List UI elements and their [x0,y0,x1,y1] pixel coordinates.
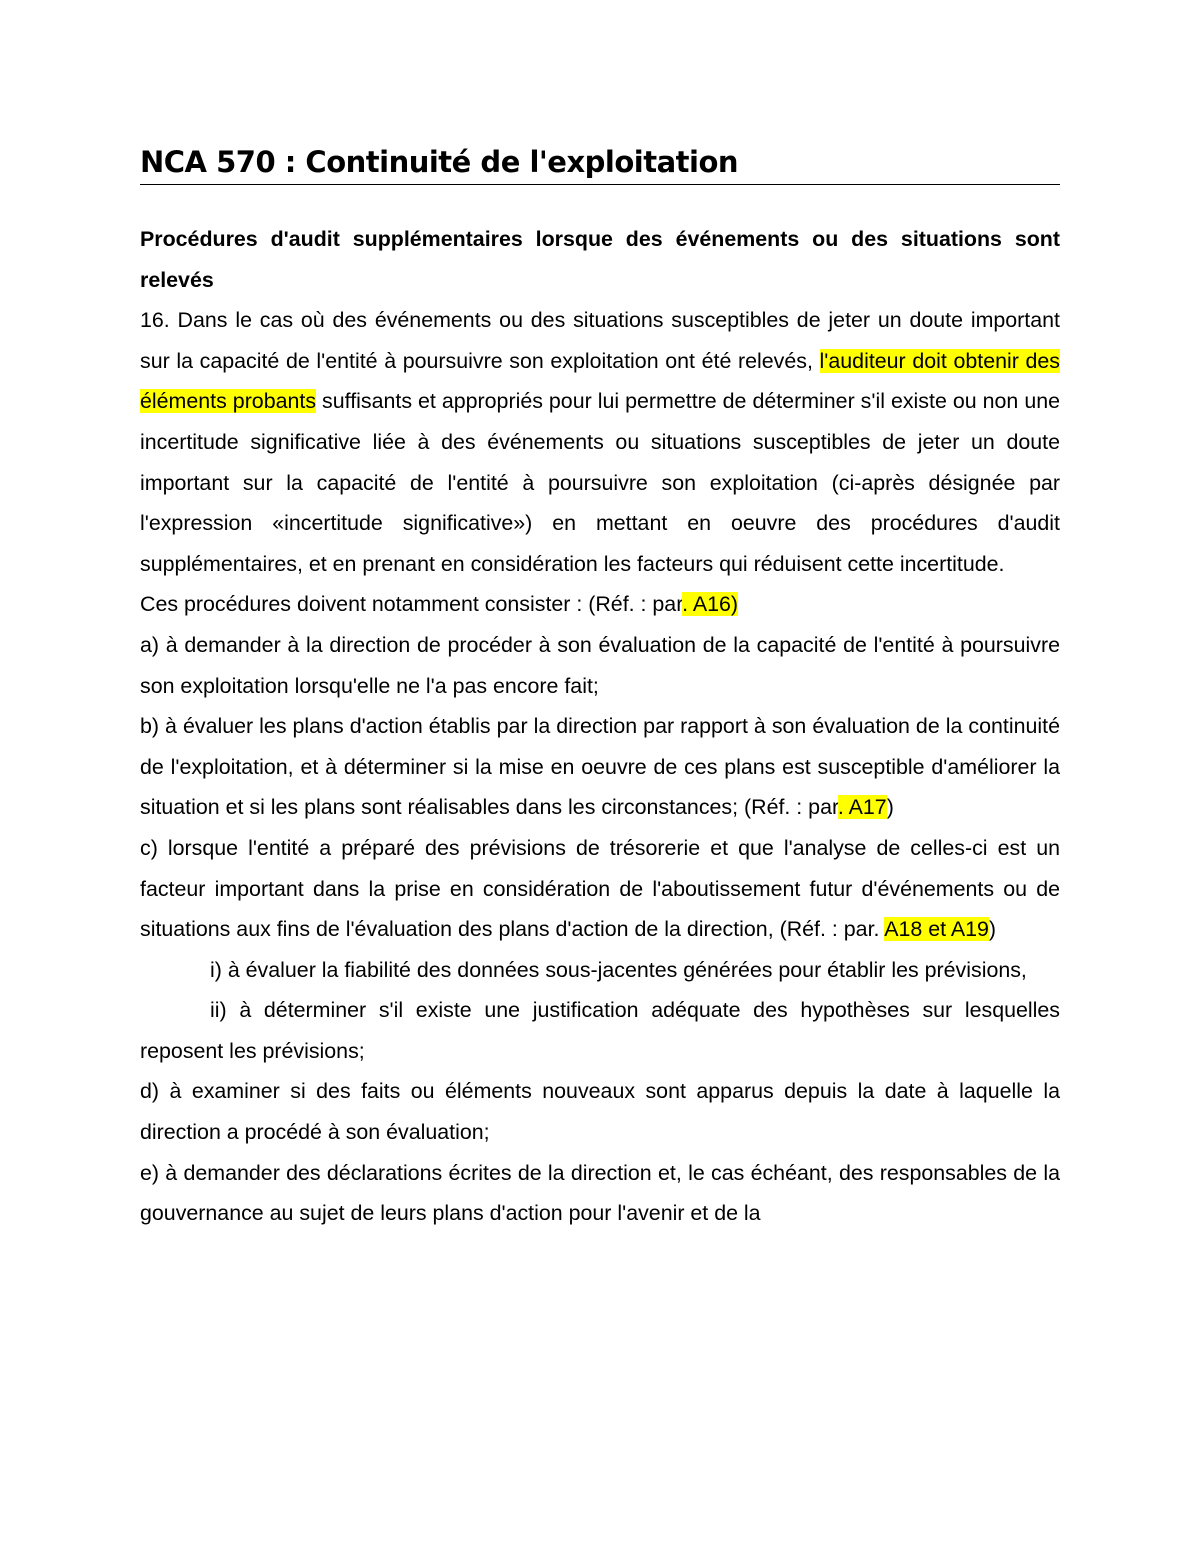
document-body [140,219,1060,1234]
highlighted-text: l'auditeur doit obtenir des éléments probants [140,348,1060,414]
paragraph-16-text-before: 16. Dans le cas où des événements ou des situations susceptibles de jeter un doute important sur la capacité de l'entité à poursuivre son exploitation ont été relevés, [140,308,1060,373]
list-item-a: a) à demander à la direction de procéder à son évaluation de la capacité de l'entité à poursuivre son exploitation lorsqu'elle ne l'a pas encore fait; [140,632,1060,698]
highlighted-reference: . A16) [682,592,739,617]
list-item-c-text: c) lorsque l'entité a préparé des prévisions de trésorerie et que l'analyse de celles-ci est un facteur important dans la prise en considération de l'aboutissement futur d'événements ou de situations aux fins de l'évaluation des plans d'action de la direction, (Réf. : par. [140,835,1060,942]
list-item-c-i: i) à évaluer la fiabilité des données sous-jacentes générées pour établir les prévisions, [210,957,1027,982]
list-item-c-ii: ii) à déterminer s'il existe une justification adéquate des hypothèses sur lesquelles reposent les prévisions; [140,998,1060,1063]
procedures-intro [140,584,1060,625]
list-item-b-text-after: ) [886,795,894,820]
list-item-c-text-after: ) [988,917,997,942]
list-item-e: e) à demander des déclarations écrites de la direction et, le cas échéant, des responsables de la gouvernance au sujet de leurs plans d'action pour l'avenir et de la [140,1160,1060,1226]
list-item-b-text: b) à évaluer les plans d'action établis par la direction par rapport à son évaluation de la continuité de l'exploitation, et à déterminer si la mise en oeuvre de ces plans est susceptible d'améliorer la situation et si les plans sont réalisables dans les circonstances; (Réf. : par [140,714,1060,820]
highlighted-reference: A18 et A19 [884,917,989,942]
list-item-c [140,828,1060,950]
highlighted-reference: . A17 [837,795,887,820]
section-subheading: Procédures d'audit supplémentaires lorsque des événements ou des situations sont relevés [140,227,1060,292]
list-item-b [140,706,1060,828]
paragraph-16-text-after: suffisants et appropriés pour lui permettre de déterminer s'il existe ou non une incertitude significative liée à des événements ou situations susceptibles de jeter un doute important sur la capacité de l'entité à poursuivre son exploitation (ci-après désignée par l'expression «incertitude significative») en mettant en oeuvre des procédures d'audit supplémentaires, et en prenant en considération les facteurs qui réduisent cette incertitude. [140,389,1061,576]
document-title: NCA 570 : Continuité de l'exploitation [140,140,1060,185]
paragraph-16 [140,300,1060,584]
procedures-intro-text: Ces procédures doivent notamment consister : (Réf. : par [140,592,683,617]
list-item-d: d) à examiner si des faits ou éléments nouveaux sont apparus depuis la date à laquelle la direction a procédé à son évaluation; [140,1079,1060,1145]
